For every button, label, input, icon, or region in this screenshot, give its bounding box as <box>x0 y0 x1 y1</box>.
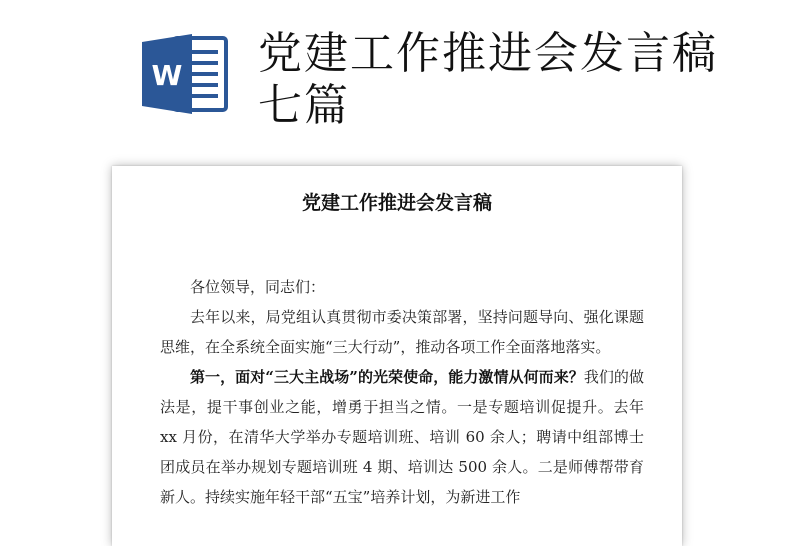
page-title: 党建工作推进会发言稿七篇 <box>258 28 718 131</box>
paragraph-1: 去年以来，局党组认真贯彻市委决策部署，坚持问题导向、强化课题思维，在全系统全面实施“三大行动”，推动各项工作全面落地落实。 <box>160 308 644 356</box>
header <box>0 0 800 150</box>
document-page <box>112 166 682 546</box>
paragraph-2-body: 我们的做法是，提干事创业之能，增勇于担当之情。一是专题培训促提升。去年 xx 月份，在清华大学举办专题培训班、培训 60 余人；聘请中组部博士团成员在举办规划专题培训班 4 期、培训达 500 余人。二是师傅帮带育新人。持续实施年轻干部“五宝”培养计划，为新进工作 <box>160 368 644 506</box>
document-body <box>160 272 644 512</box>
greeting: 各位领导，同志们： <box>190 278 326 296</box>
word-document-icon <box>140 32 232 116</box>
paragraph-2 <box>160 362 644 512</box>
paragraph-2-heading: 第一，面对“三大主战场”的光荣使命，能力激情从何而来？ <box>190 368 584 386</box>
document-title: 党建工作推进会发言稿 <box>301 192 492 214</box>
word-icon-letter: W <box>151 59 183 92</box>
